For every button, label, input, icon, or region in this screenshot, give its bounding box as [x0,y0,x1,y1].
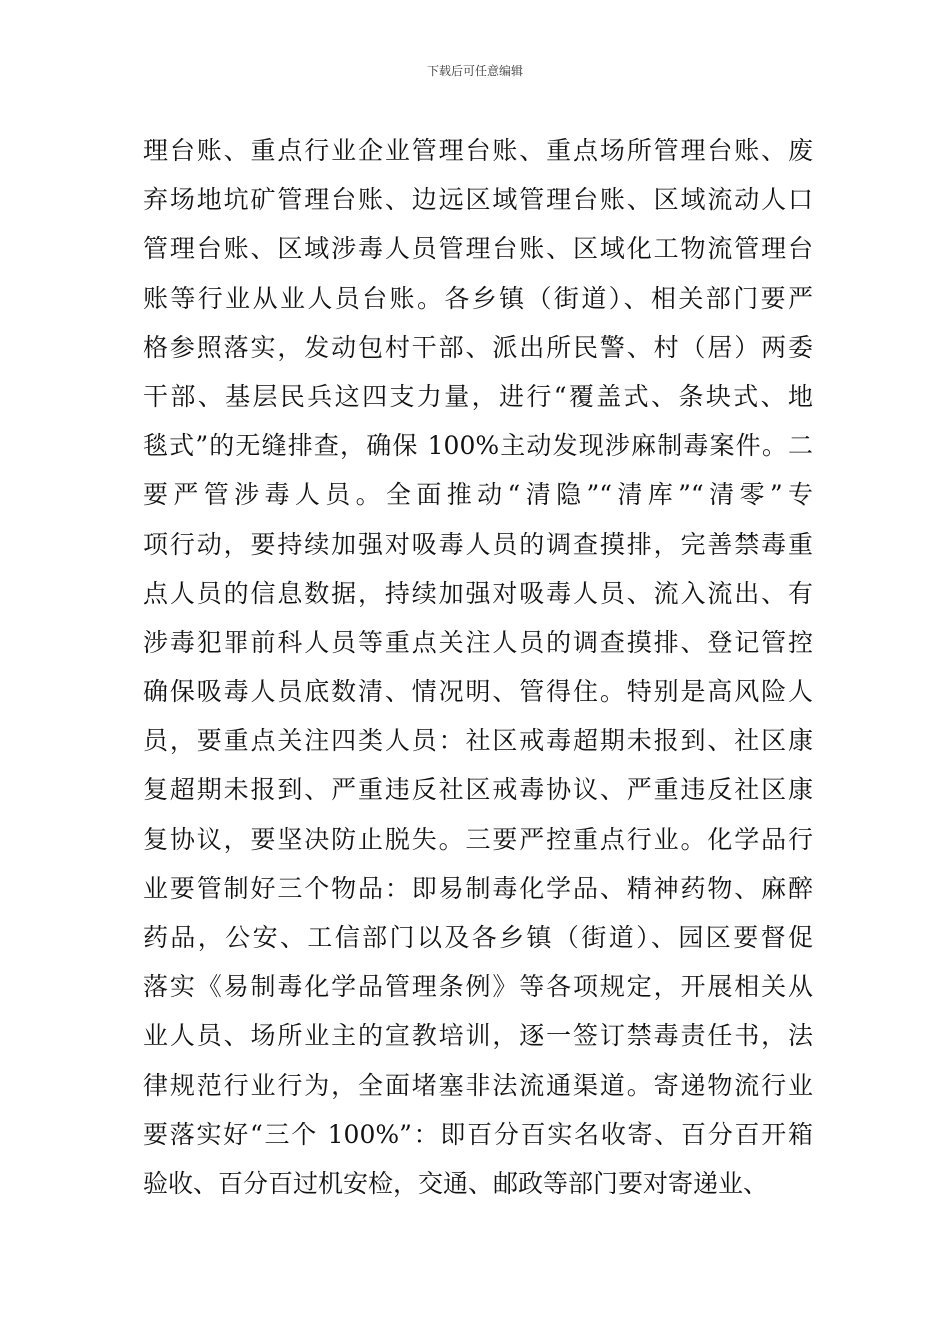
text-line: 项行动，要持续加强对吸毒人员的调查摸排，完善禁毒重 [143,529,813,559]
text-line: 员，要重点关注四类人员：社区戒毒超期未报到、社区康 [143,726,813,756]
text-line: 管理台账、区域涉毒人员管理台账、区域化工物流管理台 [143,234,813,264]
text-line: 涉毒犯罪前科人员等重点关注人员的调查摸排、登记管控 [143,627,813,657]
text-line: 格参照落实，发动包村干部、派出所民警、村（居）两委 [143,332,813,362]
text-line: 复超期未报到、严重违反社区戒毒协议、严重违反社区康 [143,775,813,805]
text-line: 验收、百分百过机安检，交通、邮政等部门要对寄递业、 [143,1168,769,1198]
text-line: 确保吸毒人员底数清、情况明、管得住。特别是高风险人 [143,677,813,707]
text-line: 复协议，要坚决防止脱失。三要严控重点行业。化学品行 [143,824,813,854]
text-line: 理台账、重点行业企业管理台账、重点场所管理台账、废 [143,136,813,165]
page-header: 下载后可任意编辑 [426,64,523,78]
text-line: 业要管制好三个物品：即易制毒化学品、精神药物、麻醉 [143,873,813,903]
text-line: 账等行业从业人员台账。各乡镇（街道）、相关部门要严 [143,283,813,313]
text-line: 毯式”的无缝排查，确保 100%主动发现涉麻制毒案件。二 [143,431,813,461]
body-text [143,126,813,1208]
text-line: 干部、基层民兵这四支力量，进行“覆盖式、条块式、地 [143,381,813,411]
text-line: 要严管涉毒人员。全面推动“清隐”“清库”“清零”专 [143,480,813,510]
text-line: 业人员、场所业主的宣教培训，逐一签订禁毒责任书，法 [143,1021,813,1051]
text-line: 弃场地坑矿管理台账、边远区域管理台账、区域流动人口 [143,185,813,215]
text-line: 律规范行业行为，全面堵塞非法流通渠道。寄递物流行业 [143,1070,813,1100]
text-line: 药品，公安、工信部门以及各乡镇（街道）、园区要督促 [143,923,813,952]
text-line: 要落实好“三个 100%”：即百分百实名收寄、百分百开箱 [143,1119,813,1149]
text-line: 落实《易制毒化学品管理条例》等各项规定，开展相关从 [143,972,813,1002]
text-line: 点人员的信息数据，持续加强对吸毒人员、流入流出、有 [143,578,813,608]
